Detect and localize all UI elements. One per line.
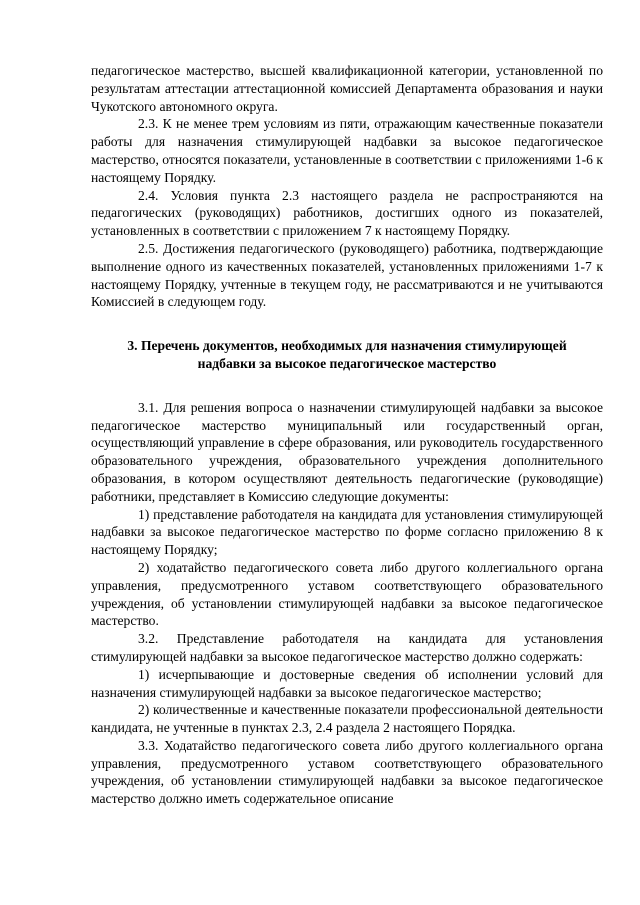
list-item-2: 2) ходатайство педагогического совета либо другого коллегиального органа управления, предусмотренного уставом соответствующего образовательного учреждения, об установлении стимулирующей надбавки за высокое педагогическое мастерство. (91, 559, 603, 629)
list-item-1: 1) представление работодателя на кандидата для установления стимулирующей надбавки за высокое педагогическое мастерство по форме согласно приложению 8 к настоящему Порядку; (91, 506, 603, 558)
paragraph-2-3: 2.3. К не менее трем условиям из пяти, отражающим качественные показатели работы для назначения стимулирующей надбавки за высокое педагогическое мастерство, относятся показатели, установленные в соответствии с приложениями 1-6 к настоящему Порядку. (91, 116, 603, 185)
paragraphs-top (91, 62, 603, 311)
paragraph-3-2: 3.2. Представление работодателя на кандидата для установления стимулирующей надбавки за высокое педагогическое мастерство должно содержать: (91, 631, 603, 664)
section-heading: 3. Перечень документов, необходимых для назначения стимулирующей надбавки за высокое педагогическое мастерство (127, 338, 567, 371)
paragraph-3-1: 3.1. Для решения вопроса о назначении стимулирующей надбавки за высокое педагогическое мастерство муниципальный или государственный орган, осуществляющий управление в сфере образования, или руководитель государственного образовательного учреждения, образовательного учреждения дополнительного образования, в котором осуществляют деятельность педагогические (руководящие) работники, представляет в Комиссию следующие документы: (91, 399, 603, 504)
list-item-1: 1) исчерпывающие и достоверные сведения об исполнении условий для назначения стимулирующей надбавки за высокое педагогическое мастерство; (91, 666, 603, 700)
paragraph-2-5: 2.5. Достижения педагогического (руководящего) работника, подтверждающие выполнение одного из качественных показателей, установленных приложениями 1-7 к настоящему Порядку, учтенные в текущем году, не рассматриваются и не учитываются Комиссией в следующем году. (91, 240, 603, 310)
list-item-2: 2) количественные и качественные показатели профессиональной деятельности кандидата, не учтенные в пунктах 2.3, 2.4 раздела 2 настоящего Порядка. (91, 702, 603, 736)
paragraph: педагогическое мастерство, высшей квалификационной категории, установленной по результатам аттестации аттестационной комиссией Департамента образования и науки Чукотского автономного округа. (91, 63, 603, 114)
paragraph-2-4: 2.4. Условия пункта 2.3 настоящего раздела не распространяются на педагогических (руководящих) работников, достигших одного из показателей, установленных в соответствии с приложением 7 к настоящему Порядку. (91, 187, 603, 239)
paragraph-3-3: 3.3. Ходатайство педагогического совета либо другого коллегиального органа управления, предусмотренного уставом соответствующего образовательного учреждения, об установлении стимулирующей надбавки за высокое педагогическое мастерство должно иметь содержательное описание (91, 737, 603, 807)
document-page (91, 62, 603, 808)
paragraphs-bottom (91, 399, 603, 808)
